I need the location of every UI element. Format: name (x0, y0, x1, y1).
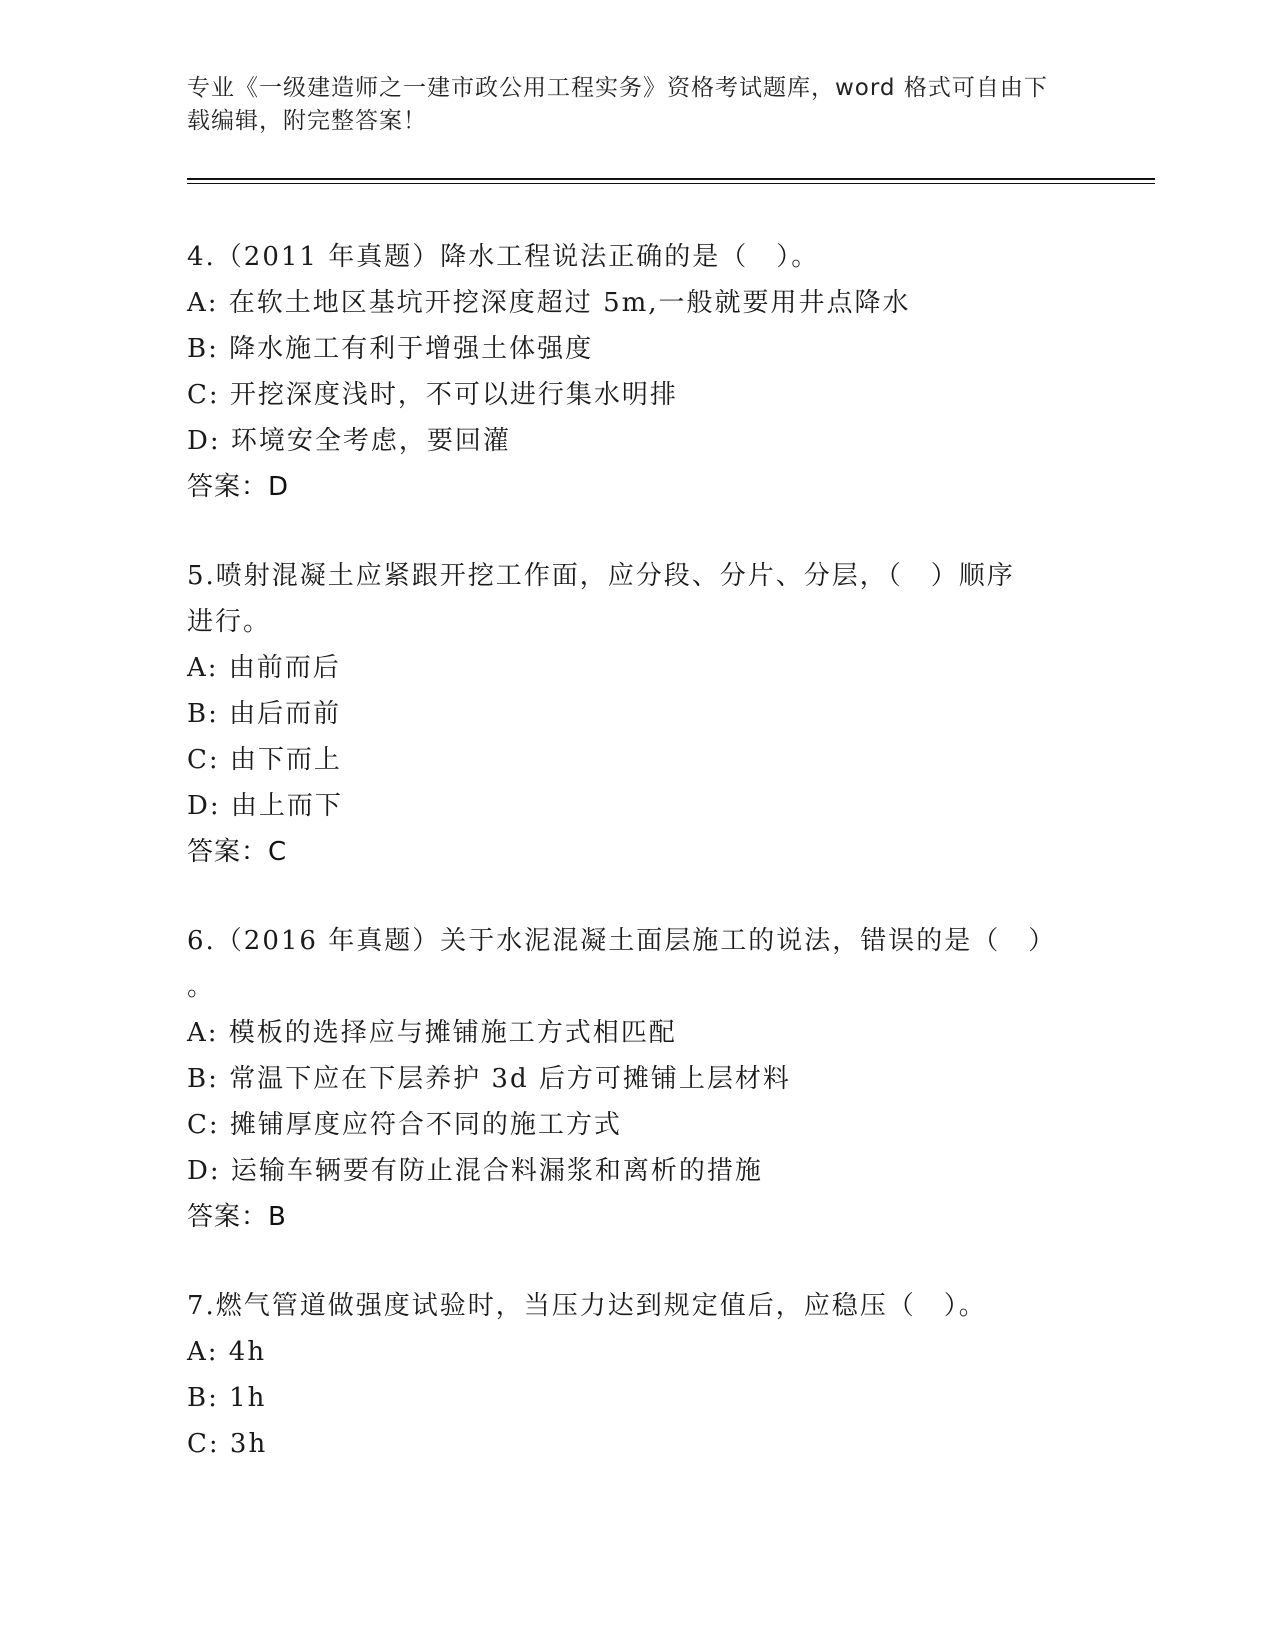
question-4 (187, 234, 1067, 510)
option-b: B: 1h (187, 1383, 267, 1413)
option-a: A: 4h (187, 1337, 267, 1367)
option-d: D: 由上而下 (187, 791, 343, 821)
option-c: C: 3h (187, 1429, 268, 1459)
question-stem-line: 4.（2011 年真题）降水工程说法正确的是（ ）。 (187, 242, 820, 272)
header-line-1: 专业《一级建造师之一建市政公用工程实务》资格考试题库，word 格式可自由下 (187, 75, 1048, 101)
header-rule-thick (187, 178, 1155, 180)
option-b: B: 降水施工有利于增强土体强度 (187, 334, 594, 364)
option-b: B: 常温下应在下层养护 3d 后方可摊铺上层材料 (187, 1064, 791, 1094)
option-b: B: 由后而前 (187, 699, 342, 729)
question-6 (187, 918, 1067, 1240)
question-stem-line: 7.燃气管道做强度试验时，当压力达到规定值后，应稳压（ ）。 (187, 1291, 987, 1321)
option-d: D: 环境安全考虑，要回灌 (187, 426, 511, 456)
question-5 (187, 553, 1067, 875)
question-stem-line: 进行。 (187, 607, 272, 637)
option-c: C: 摊铺厚度应符合不同的施工方式 (187, 1110, 622, 1140)
option-d: D: 运输车辆要有防止混合料漏浆和离析的措施 (187, 1156, 763, 1186)
header-line-2: 载编辑，附完整答案！ (187, 108, 427, 134)
option-a: A: 在软土地区基坑开挖深度超过 5m,一般就要用井点降水 (187, 288, 911, 318)
question-stem-line: 5.喷射混凝土应紧跟开挖工作面，应分段、分片、分层，（ ）顺序 (187, 561, 1015, 591)
option-c: C: 开挖深度浅时，不可以进行集水明排 (187, 380, 678, 410)
question-stem-line: 6.（2016 年真题）关于水泥混凝土面层施工的说法，错误的是（ ） (187, 926, 1057, 956)
question-stem-line: 。 (187, 972, 216, 1002)
option-a: A: 由前而后 (187, 653, 341, 683)
header-rule-thin (187, 183, 1155, 184)
answer-line: 答案：C (187, 837, 288, 867)
option-c: C: 由下而上 (187, 745, 342, 775)
document-header (187, 72, 1067, 138)
answer-line: 答案：B (187, 1202, 287, 1232)
option-a: A: 模板的选择应与摊铺施工方式相匹配 (187, 1018, 677, 1048)
question-7 (187, 1283, 1067, 1467)
answer-line: 答案：D (187, 472, 290, 502)
question-list (187, 234, 1067, 1510)
